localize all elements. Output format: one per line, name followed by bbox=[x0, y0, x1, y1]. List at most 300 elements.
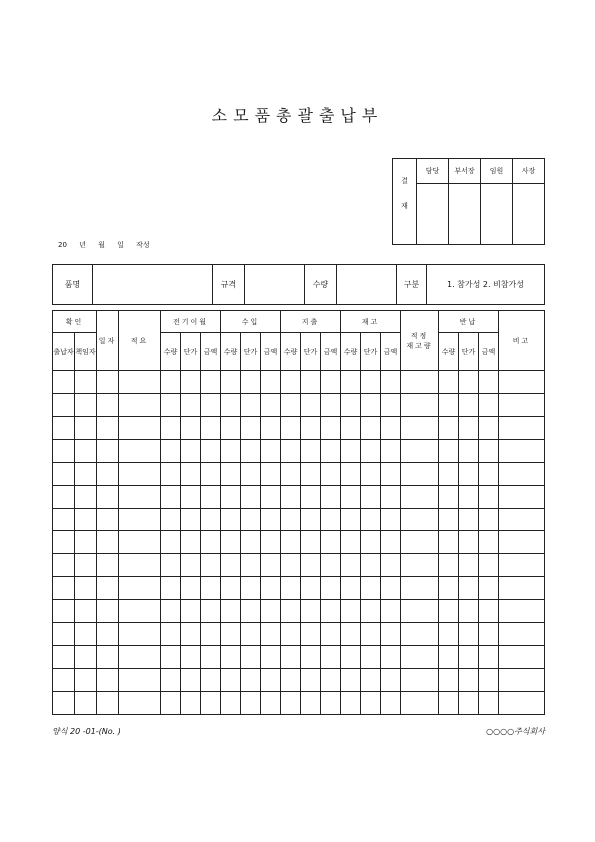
ledger-cell[interactable] bbox=[321, 691, 341, 714]
ledger-cell[interactable] bbox=[301, 508, 321, 531]
ledger-cell[interactable] bbox=[241, 668, 261, 691]
ledger-cell[interactable] bbox=[241, 416, 261, 439]
ledger-cell[interactable] bbox=[181, 577, 201, 600]
ledger-cell[interactable] bbox=[181, 462, 201, 485]
ledger-cell[interactable] bbox=[321, 554, 341, 577]
ledger-cell[interactable] bbox=[459, 531, 479, 554]
ledger-cell[interactable] bbox=[341, 691, 361, 714]
ledger-cell[interactable] bbox=[119, 485, 161, 508]
ledger-cell[interactable] bbox=[53, 485, 75, 508]
qty-field[interactable] bbox=[337, 265, 397, 305]
ledger-cell[interactable] bbox=[479, 623, 499, 646]
ledger-cell[interactable] bbox=[221, 623, 241, 646]
ledger-cell[interactable] bbox=[499, 371, 545, 394]
ledger-cell[interactable] bbox=[499, 393, 545, 416]
ledger-cell[interactable] bbox=[97, 393, 119, 416]
ledger-cell[interactable] bbox=[261, 416, 281, 439]
ledger-cell[interactable] bbox=[479, 439, 499, 462]
ledger-cell[interactable] bbox=[459, 508, 479, 531]
ledger-cell[interactable] bbox=[97, 371, 119, 394]
ledger-cell[interactable] bbox=[181, 554, 201, 577]
ledger-cell[interactable] bbox=[459, 371, 479, 394]
ledger-cell[interactable] bbox=[221, 668, 241, 691]
ledger-cell[interactable] bbox=[241, 554, 261, 577]
ledger-cell[interactable] bbox=[119, 554, 161, 577]
ledger-cell[interactable] bbox=[321, 439, 341, 462]
ledger-cell[interactable] bbox=[281, 462, 301, 485]
ledger-cell[interactable] bbox=[261, 554, 281, 577]
ledger-cell[interactable] bbox=[479, 646, 499, 669]
ledger-cell[interactable] bbox=[261, 508, 281, 531]
ledger-cell[interactable] bbox=[401, 462, 439, 485]
ledger-cell[interactable] bbox=[439, 691, 459, 714]
approval-sign-cell[interactable] bbox=[449, 184, 481, 245]
ledger-cell[interactable] bbox=[479, 600, 499, 623]
ledger-cell[interactable] bbox=[361, 554, 381, 577]
ledger-cell[interactable] bbox=[181, 393, 201, 416]
ledger-cell[interactable] bbox=[439, 554, 459, 577]
ledger-cell[interactable] bbox=[161, 577, 181, 600]
ledger-cell[interactable] bbox=[321, 600, 341, 623]
ledger-cell[interactable] bbox=[301, 577, 321, 600]
ledger-cell[interactable] bbox=[221, 691, 241, 714]
ledger-cell[interactable] bbox=[361, 416, 381, 439]
ledger-cell[interactable] bbox=[201, 577, 221, 600]
ledger-cell[interactable] bbox=[361, 531, 381, 554]
ledger-cell[interactable] bbox=[439, 393, 459, 416]
ledger-cell[interactable] bbox=[439, 531, 459, 554]
ledger-cell[interactable] bbox=[221, 577, 241, 600]
ledger-cell[interactable] bbox=[281, 393, 301, 416]
ledger-cell[interactable] bbox=[181, 691, 201, 714]
ledger-cell[interactable] bbox=[161, 393, 181, 416]
ledger-cell[interactable] bbox=[499, 416, 545, 439]
ledger-cell[interactable] bbox=[221, 554, 241, 577]
ledger-cell[interactable] bbox=[75, 554, 97, 577]
ledger-cell[interactable] bbox=[75, 416, 97, 439]
ledger-cell[interactable] bbox=[499, 462, 545, 485]
ledger-cell[interactable] bbox=[261, 691, 281, 714]
ledger-cell[interactable] bbox=[321, 508, 341, 531]
ledger-cell[interactable] bbox=[201, 416, 221, 439]
spec-field[interactable] bbox=[245, 265, 305, 305]
ledger-cell[interactable] bbox=[97, 531, 119, 554]
ledger-cell[interactable] bbox=[181, 531, 201, 554]
ledger-cell[interactable] bbox=[499, 600, 545, 623]
ledger-cell[interactable] bbox=[459, 600, 479, 623]
ledger-cell[interactable] bbox=[75, 439, 97, 462]
ledger-cell[interactable] bbox=[479, 508, 499, 531]
ledger-cell[interactable] bbox=[321, 531, 341, 554]
ledger-cell[interactable] bbox=[119, 371, 161, 394]
ledger-cell[interactable] bbox=[301, 691, 321, 714]
ledger-cell[interactable] bbox=[301, 646, 321, 669]
ledger-cell[interactable] bbox=[361, 462, 381, 485]
ledger-cell[interactable] bbox=[201, 371, 221, 394]
ledger-cell[interactable] bbox=[341, 531, 361, 554]
ledger-cell[interactable] bbox=[201, 508, 221, 531]
ledger-cell[interactable] bbox=[221, 508, 241, 531]
ledger-cell[interactable] bbox=[341, 646, 361, 669]
ledger-cell[interactable] bbox=[181, 439, 201, 462]
ledger-cell[interactable] bbox=[161, 691, 181, 714]
ledger-cell[interactable] bbox=[161, 371, 181, 394]
ledger-cell[interactable] bbox=[75, 531, 97, 554]
ledger-cell[interactable] bbox=[161, 623, 181, 646]
ledger-cell[interactable] bbox=[301, 554, 321, 577]
ledger-cell[interactable] bbox=[401, 691, 439, 714]
ledger-cell[interactable] bbox=[241, 577, 261, 600]
approval-sign-cell[interactable] bbox=[417, 184, 449, 245]
ledger-cell[interactable] bbox=[321, 623, 341, 646]
ledger-cell[interactable] bbox=[119, 691, 161, 714]
ledger-cell[interactable] bbox=[241, 439, 261, 462]
ledger-cell[interactable] bbox=[321, 646, 341, 669]
ledger-cell[interactable] bbox=[401, 531, 439, 554]
ledger-cell[interactable] bbox=[221, 462, 241, 485]
ledger-cell[interactable] bbox=[119, 668, 161, 691]
ledger-cell[interactable] bbox=[241, 508, 261, 531]
ledger-cell[interactable] bbox=[119, 439, 161, 462]
ledger-cell[interactable] bbox=[301, 416, 321, 439]
ledger-cell[interactable] bbox=[161, 668, 181, 691]
ledger-cell[interactable] bbox=[381, 416, 401, 439]
ledger-cell[interactable] bbox=[459, 416, 479, 439]
ledger-cell[interactable] bbox=[321, 393, 341, 416]
ledger-cell[interactable] bbox=[321, 577, 341, 600]
ledger-cell[interactable] bbox=[401, 416, 439, 439]
ledger-cell[interactable] bbox=[301, 462, 321, 485]
ledger-cell[interactable] bbox=[161, 646, 181, 669]
ledger-cell[interactable] bbox=[221, 371, 241, 394]
ledger-cell[interactable] bbox=[361, 623, 381, 646]
ledger-cell[interactable] bbox=[53, 623, 75, 646]
ledger-cell[interactable] bbox=[361, 577, 381, 600]
ledger-cell[interactable] bbox=[301, 371, 321, 394]
ledger-cell[interactable] bbox=[439, 462, 459, 485]
ledger-cell[interactable] bbox=[53, 416, 75, 439]
ledger-cell[interactable] bbox=[119, 508, 161, 531]
ledger-cell[interactable] bbox=[161, 508, 181, 531]
ledger-cell[interactable] bbox=[301, 531, 321, 554]
ledger-cell[interactable] bbox=[401, 623, 439, 646]
ledger-cell[interactable] bbox=[53, 668, 75, 691]
ledger-cell[interactable] bbox=[439, 371, 459, 394]
ledger-cell[interactable] bbox=[301, 439, 321, 462]
ledger-cell[interactable] bbox=[75, 668, 97, 691]
ledger-cell[interactable] bbox=[97, 668, 119, 691]
ledger-cell[interactable] bbox=[381, 600, 401, 623]
ledger-cell[interactable] bbox=[301, 485, 321, 508]
ledger-cell[interactable] bbox=[181, 508, 201, 531]
ledger-cell[interactable] bbox=[499, 531, 545, 554]
ledger-cell[interactable] bbox=[261, 371, 281, 394]
ledger-cell[interactable] bbox=[119, 646, 161, 669]
ledger-cell[interactable] bbox=[181, 485, 201, 508]
ledger-cell[interactable] bbox=[459, 623, 479, 646]
ledger-cell[interactable] bbox=[281, 623, 301, 646]
ledger-cell[interactable] bbox=[439, 646, 459, 669]
ledger-cell[interactable] bbox=[97, 416, 119, 439]
ledger-cell[interactable] bbox=[75, 646, 97, 669]
ledger-cell[interactable] bbox=[53, 577, 75, 600]
ledger-cell[interactable] bbox=[53, 462, 75, 485]
ledger-cell[interactable] bbox=[221, 393, 241, 416]
ledger-cell[interactable] bbox=[181, 668, 201, 691]
ledger-cell[interactable] bbox=[499, 623, 545, 646]
ledger-cell[interactable] bbox=[301, 623, 321, 646]
ledger-cell[interactable] bbox=[97, 439, 119, 462]
ledger-cell[interactable] bbox=[241, 691, 261, 714]
ledger-cell[interactable] bbox=[261, 623, 281, 646]
ledger-cell[interactable] bbox=[201, 485, 221, 508]
ledger-cell[interactable] bbox=[161, 462, 181, 485]
ledger-cell[interactable] bbox=[479, 691, 499, 714]
ledger-cell[interactable] bbox=[341, 577, 361, 600]
ledger-cell[interactable] bbox=[499, 668, 545, 691]
ledger-cell[interactable] bbox=[261, 393, 281, 416]
ledger-cell[interactable] bbox=[75, 691, 97, 714]
ledger-cell[interactable] bbox=[361, 600, 381, 623]
ledger-cell[interactable] bbox=[201, 554, 221, 577]
ledger-cell[interactable] bbox=[341, 554, 361, 577]
ledger-cell[interactable] bbox=[401, 600, 439, 623]
ledger-cell[interactable] bbox=[459, 485, 479, 508]
ledger-cell[interactable] bbox=[479, 416, 499, 439]
ledger-cell[interactable] bbox=[119, 577, 161, 600]
ledger-cell[interactable] bbox=[499, 646, 545, 669]
ledger-cell[interactable] bbox=[381, 577, 401, 600]
ledger-cell[interactable] bbox=[281, 508, 301, 531]
ledger-cell[interactable] bbox=[341, 485, 361, 508]
ledger-cell[interactable] bbox=[499, 439, 545, 462]
ledger-cell[interactable] bbox=[361, 646, 381, 669]
item-field[interactable] bbox=[93, 265, 213, 305]
ledger-cell[interactable] bbox=[381, 485, 401, 508]
ledger-cell[interactable] bbox=[201, 462, 221, 485]
ledger-cell[interactable] bbox=[361, 691, 381, 714]
ledger-cell[interactable] bbox=[361, 393, 381, 416]
ledger-cell[interactable] bbox=[361, 668, 381, 691]
ledger-cell[interactable] bbox=[261, 577, 281, 600]
ledger-cell[interactable] bbox=[241, 646, 261, 669]
ledger-cell[interactable] bbox=[97, 577, 119, 600]
ledger-cell[interactable] bbox=[161, 531, 181, 554]
ledger-cell[interactable] bbox=[341, 508, 361, 531]
ledger-cell[interactable] bbox=[75, 485, 97, 508]
ledger-cell[interactable] bbox=[301, 668, 321, 691]
ledger-cell[interactable] bbox=[281, 691, 301, 714]
ledger-cell[interactable] bbox=[401, 371, 439, 394]
ledger-cell[interactable] bbox=[459, 462, 479, 485]
ledger-cell[interactable] bbox=[221, 416, 241, 439]
ledger-cell[interactable] bbox=[201, 646, 221, 669]
ledger-cell[interactable] bbox=[479, 531, 499, 554]
ledger-cell[interactable] bbox=[479, 393, 499, 416]
ledger-cell[interactable] bbox=[281, 439, 301, 462]
ledger-cell[interactable] bbox=[119, 600, 161, 623]
ledger-cell[interactable] bbox=[201, 531, 221, 554]
ledger-cell[interactable] bbox=[459, 691, 479, 714]
ledger-cell[interactable] bbox=[161, 439, 181, 462]
approval-sign-cell[interactable] bbox=[481, 184, 513, 245]
ledger-cell[interactable] bbox=[459, 393, 479, 416]
ledger-cell[interactable] bbox=[301, 600, 321, 623]
ledger-cell[interactable] bbox=[119, 531, 161, 554]
ledger-cell[interactable] bbox=[479, 577, 499, 600]
ledger-cell[interactable] bbox=[401, 554, 439, 577]
ledger-cell[interactable] bbox=[97, 462, 119, 485]
ledger-cell[interactable] bbox=[201, 691, 221, 714]
ledger-cell[interactable] bbox=[119, 416, 161, 439]
ledger-cell[interactable] bbox=[341, 462, 361, 485]
ledger-cell[interactable] bbox=[241, 485, 261, 508]
ledger-cell[interactable] bbox=[341, 416, 361, 439]
ledger-cell[interactable] bbox=[281, 531, 301, 554]
ledger-cell[interactable] bbox=[75, 371, 97, 394]
ledger-cell[interactable] bbox=[181, 600, 201, 623]
ledger-cell[interactable] bbox=[75, 623, 97, 646]
ledger-cell[interactable] bbox=[241, 531, 261, 554]
ledger-cell[interactable] bbox=[281, 646, 301, 669]
ledger-cell[interactable] bbox=[75, 462, 97, 485]
ledger-cell[interactable] bbox=[439, 508, 459, 531]
ledger-cell[interactable] bbox=[361, 485, 381, 508]
ledger-cell[interactable] bbox=[75, 577, 97, 600]
ledger-cell[interactable] bbox=[459, 439, 479, 462]
ledger-cell[interactable] bbox=[499, 508, 545, 531]
ledger-cell[interactable] bbox=[161, 485, 181, 508]
ledger-cell[interactable] bbox=[459, 668, 479, 691]
ledger-cell[interactable] bbox=[499, 554, 545, 577]
ledger-cell[interactable] bbox=[439, 439, 459, 462]
ledger-cell[interactable] bbox=[181, 623, 201, 646]
ledger-cell[interactable] bbox=[361, 371, 381, 394]
ledger-cell[interactable] bbox=[261, 531, 281, 554]
ledger-cell[interactable] bbox=[201, 439, 221, 462]
ledger-cell[interactable] bbox=[401, 485, 439, 508]
ledger-cell[interactable] bbox=[341, 600, 361, 623]
ledger-cell[interactable] bbox=[479, 462, 499, 485]
ledger-cell[interactable] bbox=[75, 393, 97, 416]
ledger-cell[interactable] bbox=[75, 508, 97, 531]
ledger-cell[interactable] bbox=[401, 646, 439, 669]
ledger-cell[interactable] bbox=[439, 668, 459, 691]
ledger-cell[interactable] bbox=[341, 439, 361, 462]
ledger-cell[interactable] bbox=[401, 393, 439, 416]
ledger-cell[interactable] bbox=[221, 646, 241, 669]
ledger-cell[interactable] bbox=[439, 623, 459, 646]
ledger-cell[interactable] bbox=[381, 531, 401, 554]
ledger-cell[interactable] bbox=[499, 577, 545, 600]
ledger-cell[interactable] bbox=[439, 485, 459, 508]
ledger-cell[interactable] bbox=[53, 600, 75, 623]
ledger-cell[interactable] bbox=[381, 646, 401, 669]
ledger-cell[interactable] bbox=[381, 371, 401, 394]
ledger-cell[interactable] bbox=[201, 668, 221, 691]
ledger-cell[interactable] bbox=[341, 668, 361, 691]
approval-sign-cell[interactable] bbox=[513, 184, 545, 245]
ledger-cell[interactable] bbox=[221, 485, 241, 508]
ledger-cell[interactable] bbox=[361, 508, 381, 531]
ledger-cell[interactable] bbox=[321, 668, 341, 691]
ledger-cell[interactable] bbox=[281, 577, 301, 600]
ledger-cell[interactable] bbox=[53, 439, 75, 462]
ledger-cell[interactable] bbox=[401, 668, 439, 691]
ledger-cell[interactable] bbox=[459, 554, 479, 577]
ledger-cell[interactable] bbox=[97, 554, 119, 577]
ledger-cell[interactable] bbox=[119, 462, 161, 485]
ledger-cell[interactable] bbox=[75, 600, 97, 623]
ledger-cell[interactable] bbox=[201, 600, 221, 623]
ledger-cell[interactable] bbox=[479, 668, 499, 691]
ledger-cell[interactable] bbox=[53, 554, 75, 577]
ledger-cell[interactable] bbox=[381, 462, 401, 485]
ledger-cell[interactable] bbox=[161, 554, 181, 577]
ledger-cell[interactable] bbox=[97, 485, 119, 508]
ledger-cell[interactable] bbox=[499, 485, 545, 508]
ledger-cell[interactable] bbox=[321, 371, 341, 394]
ledger-cell[interactable] bbox=[161, 600, 181, 623]
ledger-cell[interactable] bbox=[261, 462, 281, 485]
ledger-cell[interactable] bbox=[381, 623, 401, 646]
ledger-cell[interactable] bbox=[221, 439, 241, 462]
ledger-cell[interactable] bbox=[321, 485, 341, 508]
ledger-cell[interactable] bbox=[341, 393, 361, 416]
ledger-cell[interactable] bbox=[281, 485, 301, 508]
ledger-cell[interactable] bbox=[381, 508, 401, 531]
ledger-cell[interactable] bbox=[261, 485, 281, 508]
ledger-cell[interactable] bbox=[321, 416, 341, 439]
ledger-cell[interactable] bbox=[499, 691, 545, 714]
ledger-cell[interactable] bbox=[479, 554, 499, 577]
ledger-cell[interactable] bbox=[479, 485, 499, 508]
ledger-cell[interactable] bbox=[401, 508, 439, 531]
ledger-cell[interactable] bbox=[321, 462, 341, 485]
ledger-cell[interactable] bbox=[341, 623, 361, 646]
ledger-cell[interactable] bbox=[241, 393, 261, 416]
ledger-cell[interactable] bbox=[439, 577, 459, 600]
ledger-cell[interactable] bbox=[241, 600, 261, 623]
ledger-cell[interactable] bbox=[439, 600, 459, 623]
ledger-cell[interactable] bbox=[381, 668, 401, 691]
ledger-cell[interactable] bbox=[221, 600, 241, 623]
ledger-cell[interactable] bbox=[261, 600, 281, 623]
ledger-cell[interactable] bbox=[381, 439, 401, 462]
ledger-cell[interactable] bbox=[97, 646, 119, 669]
ledger-cell[interactable] bbox=[97, 623, 119, 646]
ledger-cell[interactable] bbox=[161, 416, 181, 439]
ledger-cell[interactable] bbox=[381, 691, 401, 714]
ledger-cell[interactable] bbox=[119, 393, 161, 416]
ledger-cell[interactable] bbox=[459, 646, 479, 669]
ledger-cell[interactable] bbox=[261, 668, 281, 691]
ledger-cell[interactable] bbox=[439, 416, 459, 439]
ledger-cell[interactable] bbox=[221, 531, 241, 554]
ledger-cell[interactable] bbox=[361, 439, 381, 462]
ledger-cell[interactable] bbox=[97, 691, 119, 714]
ledger-cell[interactable] bbox=[53, 531, 75, 554]
ledger-cell[interactable] bbox=[53, 691, 75, 714]
ledger-cell[interactable] bbox=[97, 600, 119, 623]
ledger-cell[interactable] bbox=[53, 646, 75, 669]
ledger-cell[interactable] bbox=[53, 371, 75, 394]
ledger-cell[interactable] bbox=[53, 508, 75, 531]
ledger-cell[interactable] bbox=[181, 371, 201, 394]
ledger-cell[interactable] bbox=[241, 623, 261, 646]
ledger-cell[interactable] bbox=[201, 393, 221, 416]
ledger-cell[interactable] bbox=[281, 554, 301, 577]
